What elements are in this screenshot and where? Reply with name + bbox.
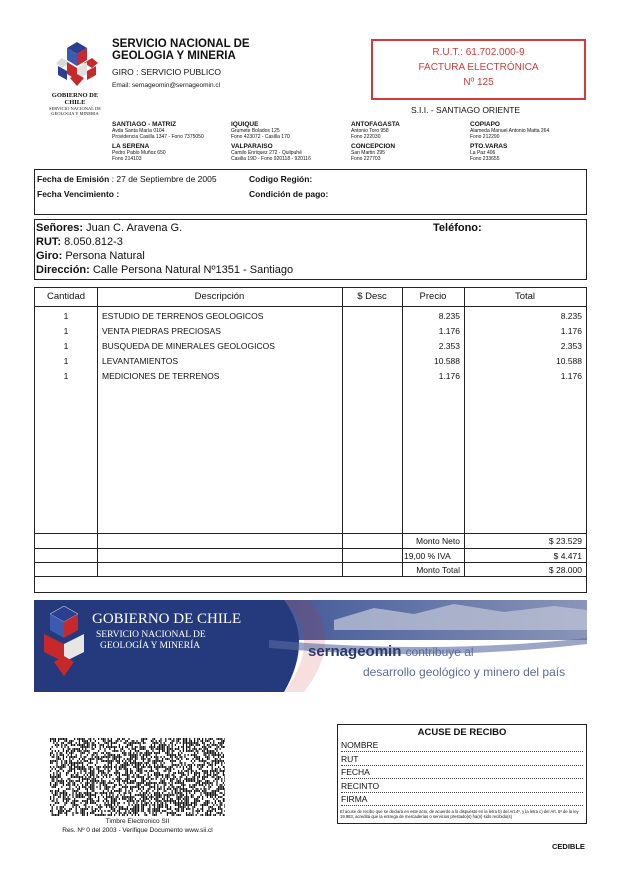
row-qty: 1	[63, 326, 69, 336]
condicion-label: Condición de pago:	[249, 189, 329, 199]
total-value: $ 28.000	[548, 565, 582, 575]
row-price: 1.176	[438, 326, 460, 336]
logo-caption: GOBIERNO DE CHILE SERVICIO NACIONAL DE GEOLOGIA Y MINERIA	[49, 92, 101, 116]
issuer-email: Email: sernageomin@sernageomin.cl	[112, 82, 221, 89]
acuse-field-firma[interactable]	[341, 794, 583, 806]
iva-label: 19,00 % IVA	[404, 551, 451, 561]
branch-santiago: SANTIAGO - MATRIZ Avda Santa María 0104 Providencia Casilla 1347 - Fono 7375050	[112, 121, 204, 140]
row-price: 8.235	[438, 311, 460, 321]
total-label: Monto Total	[416, 565, 460, 575]
row-qty: 1	[63, 371, 69, 381]
branch-concepcion: CONCEPCION San Martin 295 Fono 227703	[351, 143, 396, 162]
neto-value: $ 23.529	[548, 536, 582, 546]
issuer-giro: GIRO : SERVICIO PUBLICO	[112, 67, 221, 77]
branch-antofagasta: ANTOFAGASTA Antonio Toro 958 Fono 222030	[351, 121, 400, 140]
row-price: 2.353	[438, 341, 460, 351]
timbre-barcode	[50, 738, 225, 816]
invoice-rut: R.U.T.: 61.702.000-9	[432, 47, 525, 58]
acuse-field-label: FECHA	[341, 767, 370, 777]
invoice-box	[371, 39, 586, 100]
telefono-label: Teléfono:	[433, 222, 482, 234]
acuse-box	[337, 724, 587, 824]
timbre-label: Timbre Electronico SII	[105, 818, 170, 825]
acuse-field-nombre[interactable]	[341, 740, 583, 752]
acuse-field-label: FIRMA	[341, 794, 368, 804]
iva-value: $ 4.471	[553, 551, 582, 561]
branch-iquique: IQUIQUE Grumete Bolados 125 Fono 423072 - Casilla 170	[231, 121, 290, 140]
invoice-type: FACTURA ELECTRÓNICA	[418, 62, 539, 73]
emision-row: Fecha de Emisión : 27 de Septiembre de 2005	[37, 174, 217, 184]
row-total: 2.353	[560, 341, 582, 351]
client-giro-row: Giro: Persona Natural	[36, 250, 145, 262]
row-qty: 1	[63, 341, 69, 351]
branch-valparaiso: VALPARAISO Camilo Enriquez 272 - Quilpuhé Casilla 19D - Fono 920118 - 920116	[231, 143, 311, 162]
client-rut-row: RUT: 8.050.812-3	[36, 236, 123, 248]
row-description: LEVANTAMIENTOS	[102, 356, 179, 366]
banner-servicio: SERVICIO NACIONAL DE	[96, 630, 206, 640]
acuse-field-recinto[interactable]	[341, 781, 583, 793]
row-description: MEDICIONES DE TERRENOS	[102, 371, 220, 381]
row-total: 10.588	[556, 356, 582, 366]
branch-pto-varas: PTO.VARAS La Paz 406 Fono 233655	[470, 143, 508, 162]
cube-logo-icon	[56, 40, 98, 88]
acuse-field-label: NOMBRE	[341, 740, 379, 750]
col-header-descripcion: Descripción	[194, 291, 245, 302]
row-total: 1.176	[560, 326, 582, 336]
vencimiento-label: Fecha Vencimiento :	[37, 189, 120, 199]
banner-slogan-line2: desarrollo geológico y minero del país	[363, 665, 566, 679]
items-table	[34, 287, 587, 593]
client-box	[34, 219, 587, 280]
row-price: 10.588	[434, 356, 460, 366]
invoice-number: Nº 125	[463, 77, 494, 88]
acuse-note: El acuse de recibo que se declara en este acto, de acuerdo a lo dispuesto en la letra b) del Art.4º, y la letra c) del Art. 5º de la ley 19.983, acredita que la entrega de mercaderías o servicios prestado(s) ha(n) sido recibido(s)	[340, 809, 579, 819]
col-header-total: Total	[514, 291, 536, 302]
dates-box	[34, 169, 587, 215]
acuse-title: ACUSE DE RECIBO	[417, 727, 507, 738]
banner-geologia: GEOLOGÍA Y MINERÍA	[100, 641, 201, 651]
acuse-field-label: RECINTO	[341, 780, 380, 791]
region-label: Codigo Región:	[249, 174, 313, 184]
row-qty: 1	[63, 311, 69, 321]
banner-slogan-line1: sernageomin contribuye al	[308, 643, 474, 660]
issuer-name: SERVICIO NACIONAL DE GEOLOGIA Y MINERIA	[112, 38, 250, 62]
col-header-desc: $ Desc	[357, 291, 387, 302]
branch-copiapo: COPIAPO Alameda Manuel Antonio Matta 264 Fono 212290	[470, 121, 550, 140]
client-name-row: Señores: Juan C. Aravena G.	[36, 222, 183, 234]
row-qty: 1	[63, 356, 69, 366]
acuse-field-fecha[interactable]	[341, 767, 583, 779]
row-total: 1.176	[560, 371, 582, 381]
col-header-cantidad: Cantidad	[46, 291, 86, 302]
client-address-row: Dirección: Calle Persona Natural Nº1351 - Santiago	[36, 264, 294, 276]
row-price: 1.176	[438, 371, 460, 381]
timbre-resolution: Res. Nº 0 del 2003 - Verifique Documento www.sii.cl	[62, 827, 213, 834]
banner-gob: GOBIERNO DE CHILE	[92, 611, 242, 627]
col-header-precio: Precio	[419, 291, 447, 302]
row-description: BUSQUEDA DE MINERALES GEOLOGICOS	[102, 341, 275, 351]
sii-office: S.I.I. - SANTIAGO ORIENTE	[411, 105, 521, 115]
acuse-field-rut[interactable]	[341, 754, 583, 766]
row-description: ESTUDIO DE TERRENOS GEOLOGICOS	[102, 311, 264, 321]
acuse-field-label: RUT	[341, 753, 359, 764]
row-description: VENTA PIEDRAS PRECIOSAS	[102, 326, 221, 336]
neto-label: Monto Neto	[416, 536, 460, 546]
cedible-label: CEDIBLE	[552, 842, 585, 851]
row-total: 8.235	[560, 311, 582, 321]
branch-la-serena: LA SERENA Pedro Pablo Muñoz 650 Fono 214103	[112, 143, 166, 162]
